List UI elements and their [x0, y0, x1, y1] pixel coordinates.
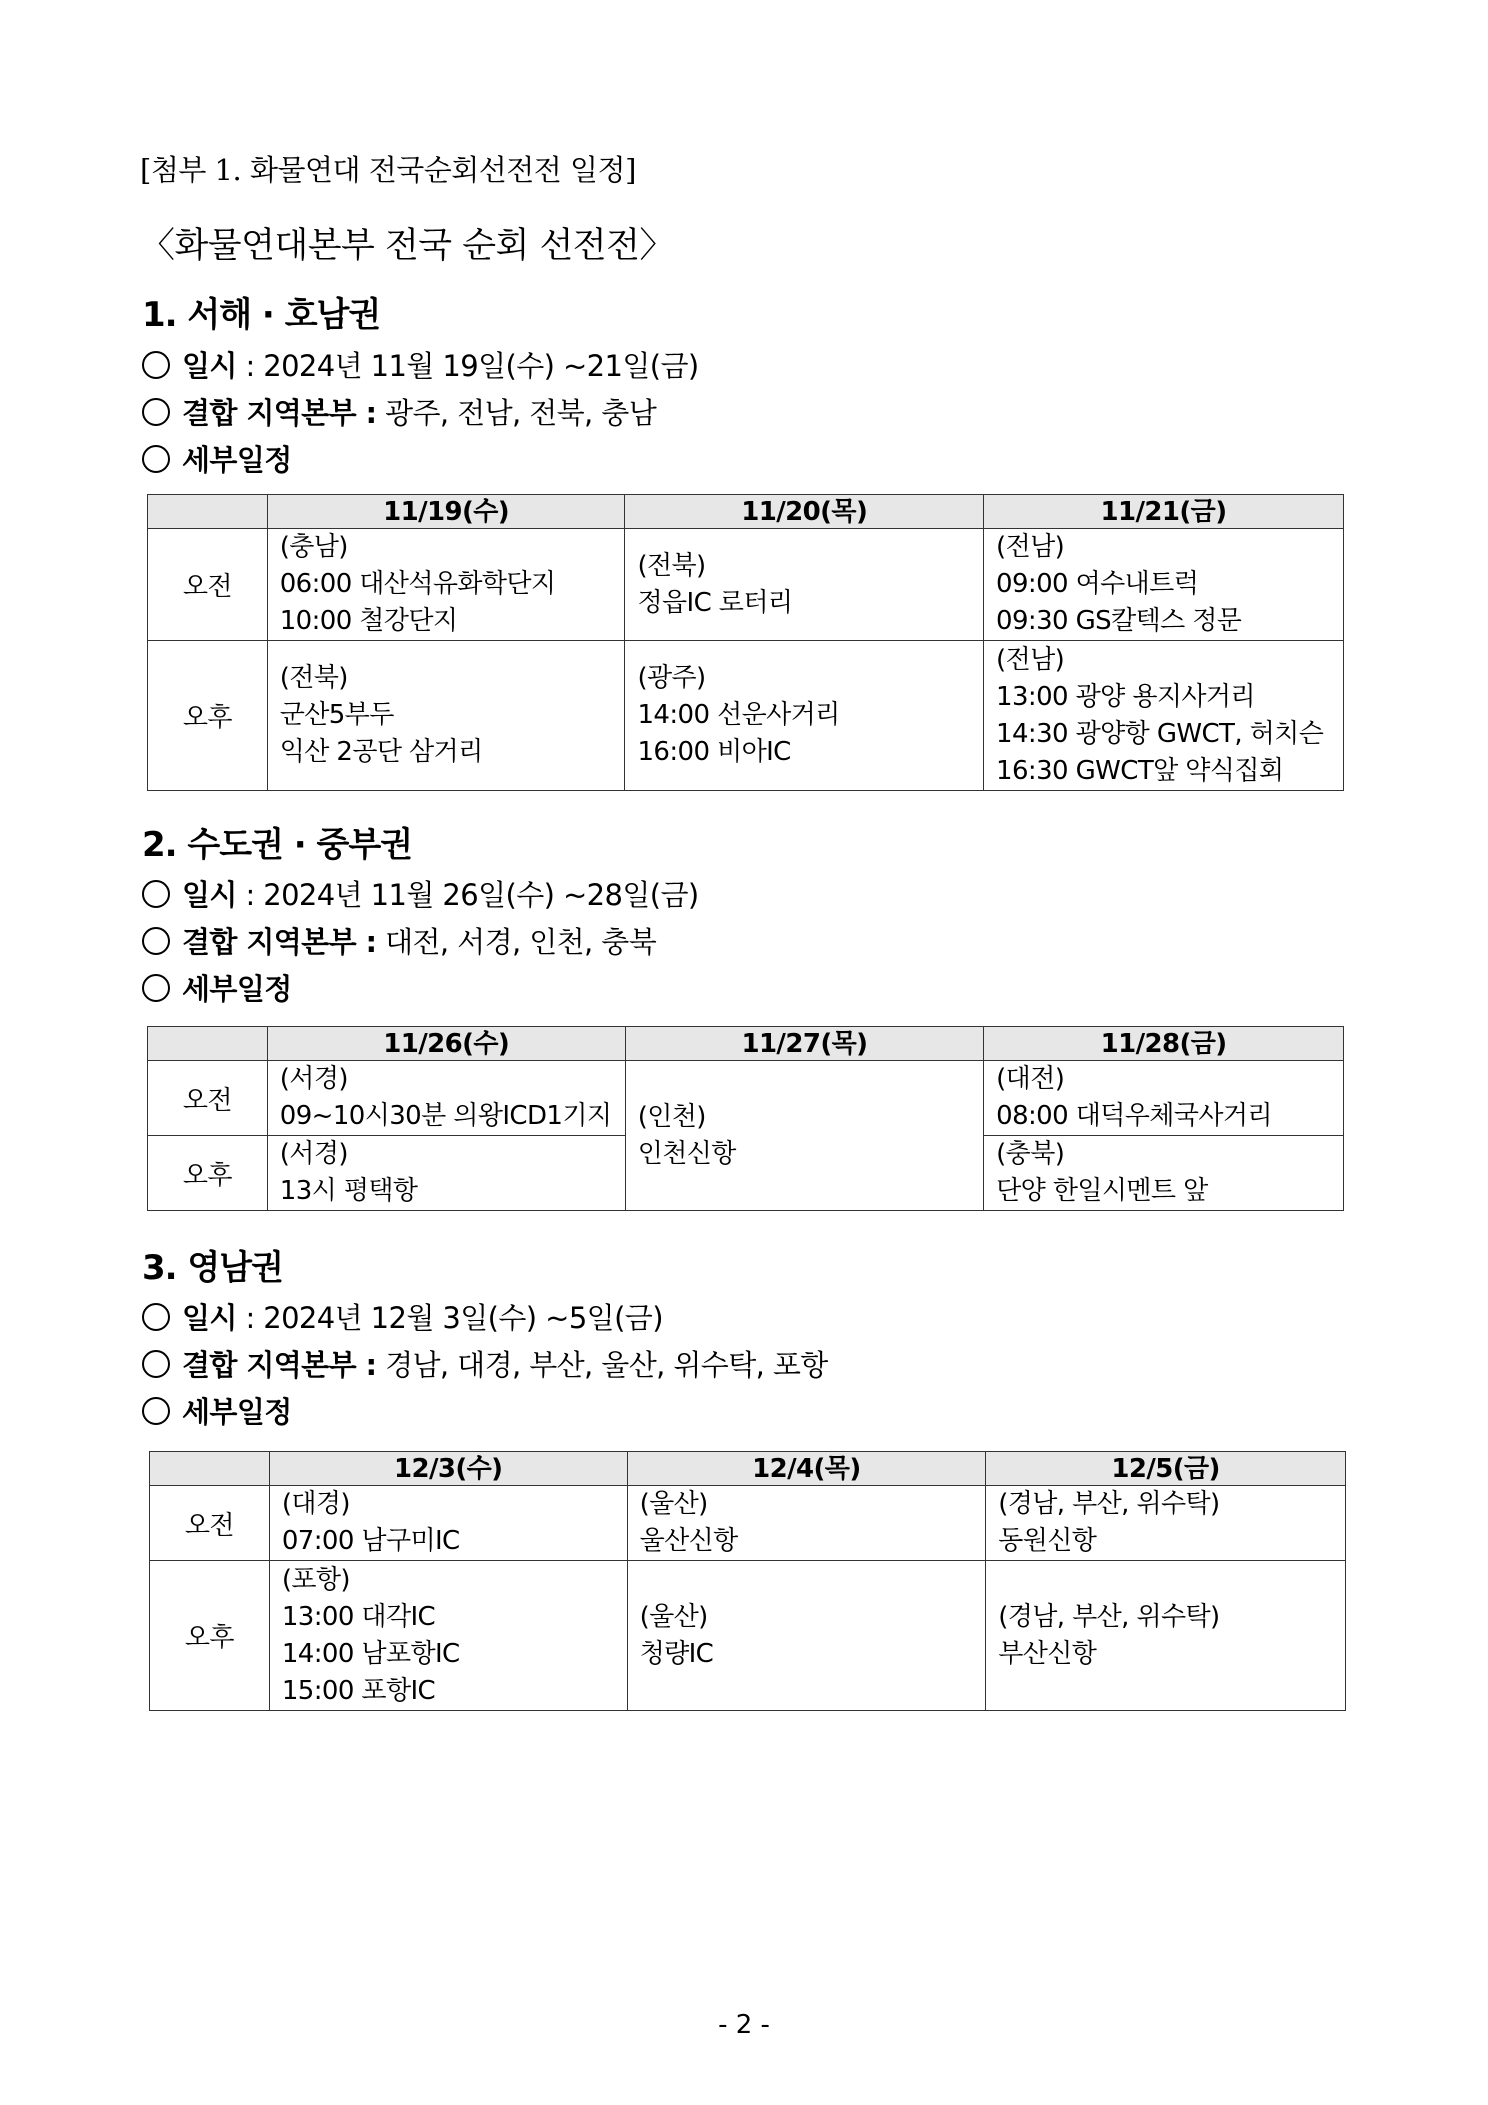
day-header: 12/5(금)	[986, 1452, 1346, 1486]
cell-line: (울산)	[639, 1601, 708, 1632]
circle-bullet-icon	[142, 927, 170, 955]
cell-line: 울산신항	[639, 1526, 738, 1556]
regions-label: 결합 지역본부 :	[182, 1348, 377, 1382]
cell-line: 09:30 GS칼텍스 정문	[996, 606, 1242, 636]
schedule-cell	[267, 1136, 625, 1211]
cell-line: (전남)	[996, 532, 1065, 562]
detail-label: 세부일정	[182, 443, 292, 477]
cell-line: (전북)	[279, 663, 348, 693]
regions-label: 결합 지역본부 :	[182, 396, 377, 430]
cell-line: (대전)	[996, 1064, 1065, 1094]
row-label: 오전	[150, 1486, 270, 1561]
cell-line: 09:00 여수내트럭	[996, 569, 1199, 599]
table-row	[150, 1561, 1346, 1711]
schedule-cell	[627, 1561, 986, 1711]
cell-line: (인천)	[637, 1101, 706, 1132]
cell-line: 13:00 광양 용지사거리	[996, 681, 1255, 712]
detail-label: 세부일정	[182, 972, 292, 1006]
table-row	[148, 529, 1344, 641]
header-blank-cell	[148, 1027, 268, 1061]
row-label: 오전	[148, 529, 268, 641]
table-row	[148, 641, 1344, 791]
cell-line: 06:00 대산석유화학단지	[279, 569, 556, 599]
day-header: 11/21(금)	[984, 495, 1344, 529]
cell-line: (전북)	[637, 550, 706, 581]
table-header-row	[150, 1452, 1346, 1486]
cell-line: 14:30 광양항 GWCT, 허치슨	[996, 718, 1324, 749]
date-line	[142, 1296, 663, 1337]
circle-bullet-icon	[142, 1397, 170, 1425]
schedule-cell	[984, 529, 1344, 641]
schedule-cell	[986, 1486, 1346, 1561]
regions-value: 경남, 대경, 부산, 울산, 위수탁, 포항	[376, 1348, 828, 1382]
cell-line: 단양 한일시멘트 앞	[996, 1176, 1208, 1206]
regions-line	[142, 391, 656, 432]
cell-line: (포항)	[281, 1564, 350, 1595]
schedule-cell	[625, 1061, 983, 1211]
schedule-cell	[269, 1486, 627, 1561]
section-heading: 2. 수도권 · 중부권	[142, 825, 413, 865]
date-value: : 2024년 12월 3일(수) ~5일(금)	[236, 1301, 663, 1335]
regions-line	[142, 920, 656, 961]
cell-line: (대경)	[281, 1489, 350, 1519]
date-label: 일시	[182, 878, 237, 912]
day-header: 11/19(수)	[267, 495, 625, 529]
day-header: 11/27(목)	[625, 1027, 983, 1061]
table-header-row	[148, 1027, 1344, 1061]
cell-line: 15:00 포항IC	[281, 1675, 436, 1706]
schedule-cell	[984, 641, 1344, 791]
detail-line	[142, 1390, 292, 1431]
cell-line: (충남)	[279, 532, 348, 562]
cell-line: 14:00 남포항IC	[281, 1638, 460, 1669]
date-label: 일시	[182, 349, 237, 383]
table-header-row	[148, 495, 1344, 529]
cell-line: 10:00 철강단지	[279, 606, 458, 636]
day-header: 11/28(금)	[984, 1027, 1344, 1061]
cell-line: (충북)	[996, 1139, 1065, 1169]
cell-line: 부산신항	[998, 1638, 1097, 1669]
row-label: 오후	[148, 1136, 268, 1211]
cell-line: 익산 2공단 삼거리	[279, 737, 483, 767]
schedule-table	[147, 1026, 1344, 1211]
cell-line: (광주)	[637, 663, 706, 693]
circle-bullet-icon	[142, 1303, 170, 1331]
document-title: 〈화물연대본부 전국 순회 선전전〉	[140, 226, 674, 266]
detail-line	[142, 438, 292, 479]
cell-line: 13:00 대각IC	[281, 1601, 436, 1632]
cell-line: 정읍IC 로터리	[637, 587, 793, 618]
schedule-cell	[269, 1561, 627, 1711]
cell-line: (울산)	[639, 1489, 708, 1519]
cell-line: 08:00 대덕우체국사거리	[996, 1101, 1272, 1131]
day-header: 12/4(목)	[627, 1452, 986, 1486]
cell-line: (서경)	[279, 1064, 348, 1094]
regions-line	[142, 1343, 828, 1384]
cell-line: 청량IC	[639, 1638, 714, 1669]
cell-line: (전남)	[996, 644, 1065, 675]
cell-line: 14:00 선운사거리	[637, 700, 840, 730]
cell-line: 13시 평택항	[279, 1176, 418, 1206]
circle-bullet-icon	[142, 398, 170, 426]
circle-bullet-icon	[142, 880, 170, 908]
cell-line: 군산5부두	[279, 700, 394, 730]
row-label: 오후	[150, 1561, 270, 1711]
cell-line: (경남, 부산, 위수탁)	[998, 1489, 1220, 1519]
schedule-cell	[625, 529, 984, 641]
circle-bullet-icon	[142, 445, 170, 473]
date-line	[142, 873, 699, 914]
schedule-cell	[625, 641, 984, 791]
date-line	[142, 344, 699, 385]
cell-line: 동원신항	[998, 1526, 1097, 1556]
cell-line: 16:30 GWCT앞 약식집회	[996, 755, 1284, 786]
cell-line: 인천신항	[637, 1138, 736, 1169]
date-label: 일시	[182, 1301, 237, 1335]
section-heading: 3. 영남권	[142, 1248, 283, 1288]
schedule-table	[147, 494, 1344, 791]
schedule-cell	[267, 641, 625, 791]
header-blank-cell	[148, 495, 268, 529]
schedule-cell	[984, 1136, 1344, 1211]
row-label: 오전	[148, 1061, 268, 1136]
circle-bullet-icon	[142, 1350, 170, 1378]
page-number: - 2 -	[718, 2010, 770, 2040]
schedule-cell	[986, 1561, 1346, 1711]
date-value: : 2024년 11월 26일(수) ~28일(금)	[236, 878, 699, 912]
schedule-table	[149, 1451, 1346, 1711]
cell-line: 07:00 남구미IC	[281, 1526, 460, 1556]
regions-value: 광주, 전남, 전북, 충남	[376, 396, 657, 430]
regions-label: 결합 지역본부 :	[182, 925, 377, 959]
cell-line: (서경)	[279, 1139, 348, 1169]
section-heading: 1. 서해 · 호남권	[142, 295, 381, 335]
cell-line: 16:00 비아IC	[637, 737, 791, 767]
row-label: 오후	[148, 641, 268, 791]
table-row	[150, 1486, 1346, 1561]
regions-value: 대전, 서경, 인천, 충북	[376, 925, 657, 959]
circle-bullet-icon	[142, 974, 170, 1002]
header-blank-cell	[150, 1452, 270, 1486]
day-header: 12/3(수)	[269, 1452, 627, 1486]
cell-line: (경남, 부산, 위수탁)	[998, 1601, 1220, 1632]
detail-line	[142, 967, 292, 1008]
attachment-label: [첨부 1. 화물연대 전국순회선전전 일정]	[140, 153, 636, 187]
circle-bullet-icon	[142, 351, 170, 379]
schedule-cell	[627, 1486, 986, 1561]
day-header: 11/26(수)	[267, 1027, 625, 1061]
schedule-cell	[267, 529, 625, 641]
table-row	[148, 1061, 1344, 1136]
date-value: : 2024년 11월 19일(수) ~21일(금)	[236, 349, 699, 383]
day-header: 11/20(목)	[625, 495, 984, 529]
schedule-cell	[267, 1061, 625, 1136]
detail-label: 세부일정	[182, 1395, 292, 1429]
schedule-cell	[984, 1061, 1344, 1136]
cell-line: 09~10시30분 의왕ICD1기지	[279, 1101, 612, 1131]
